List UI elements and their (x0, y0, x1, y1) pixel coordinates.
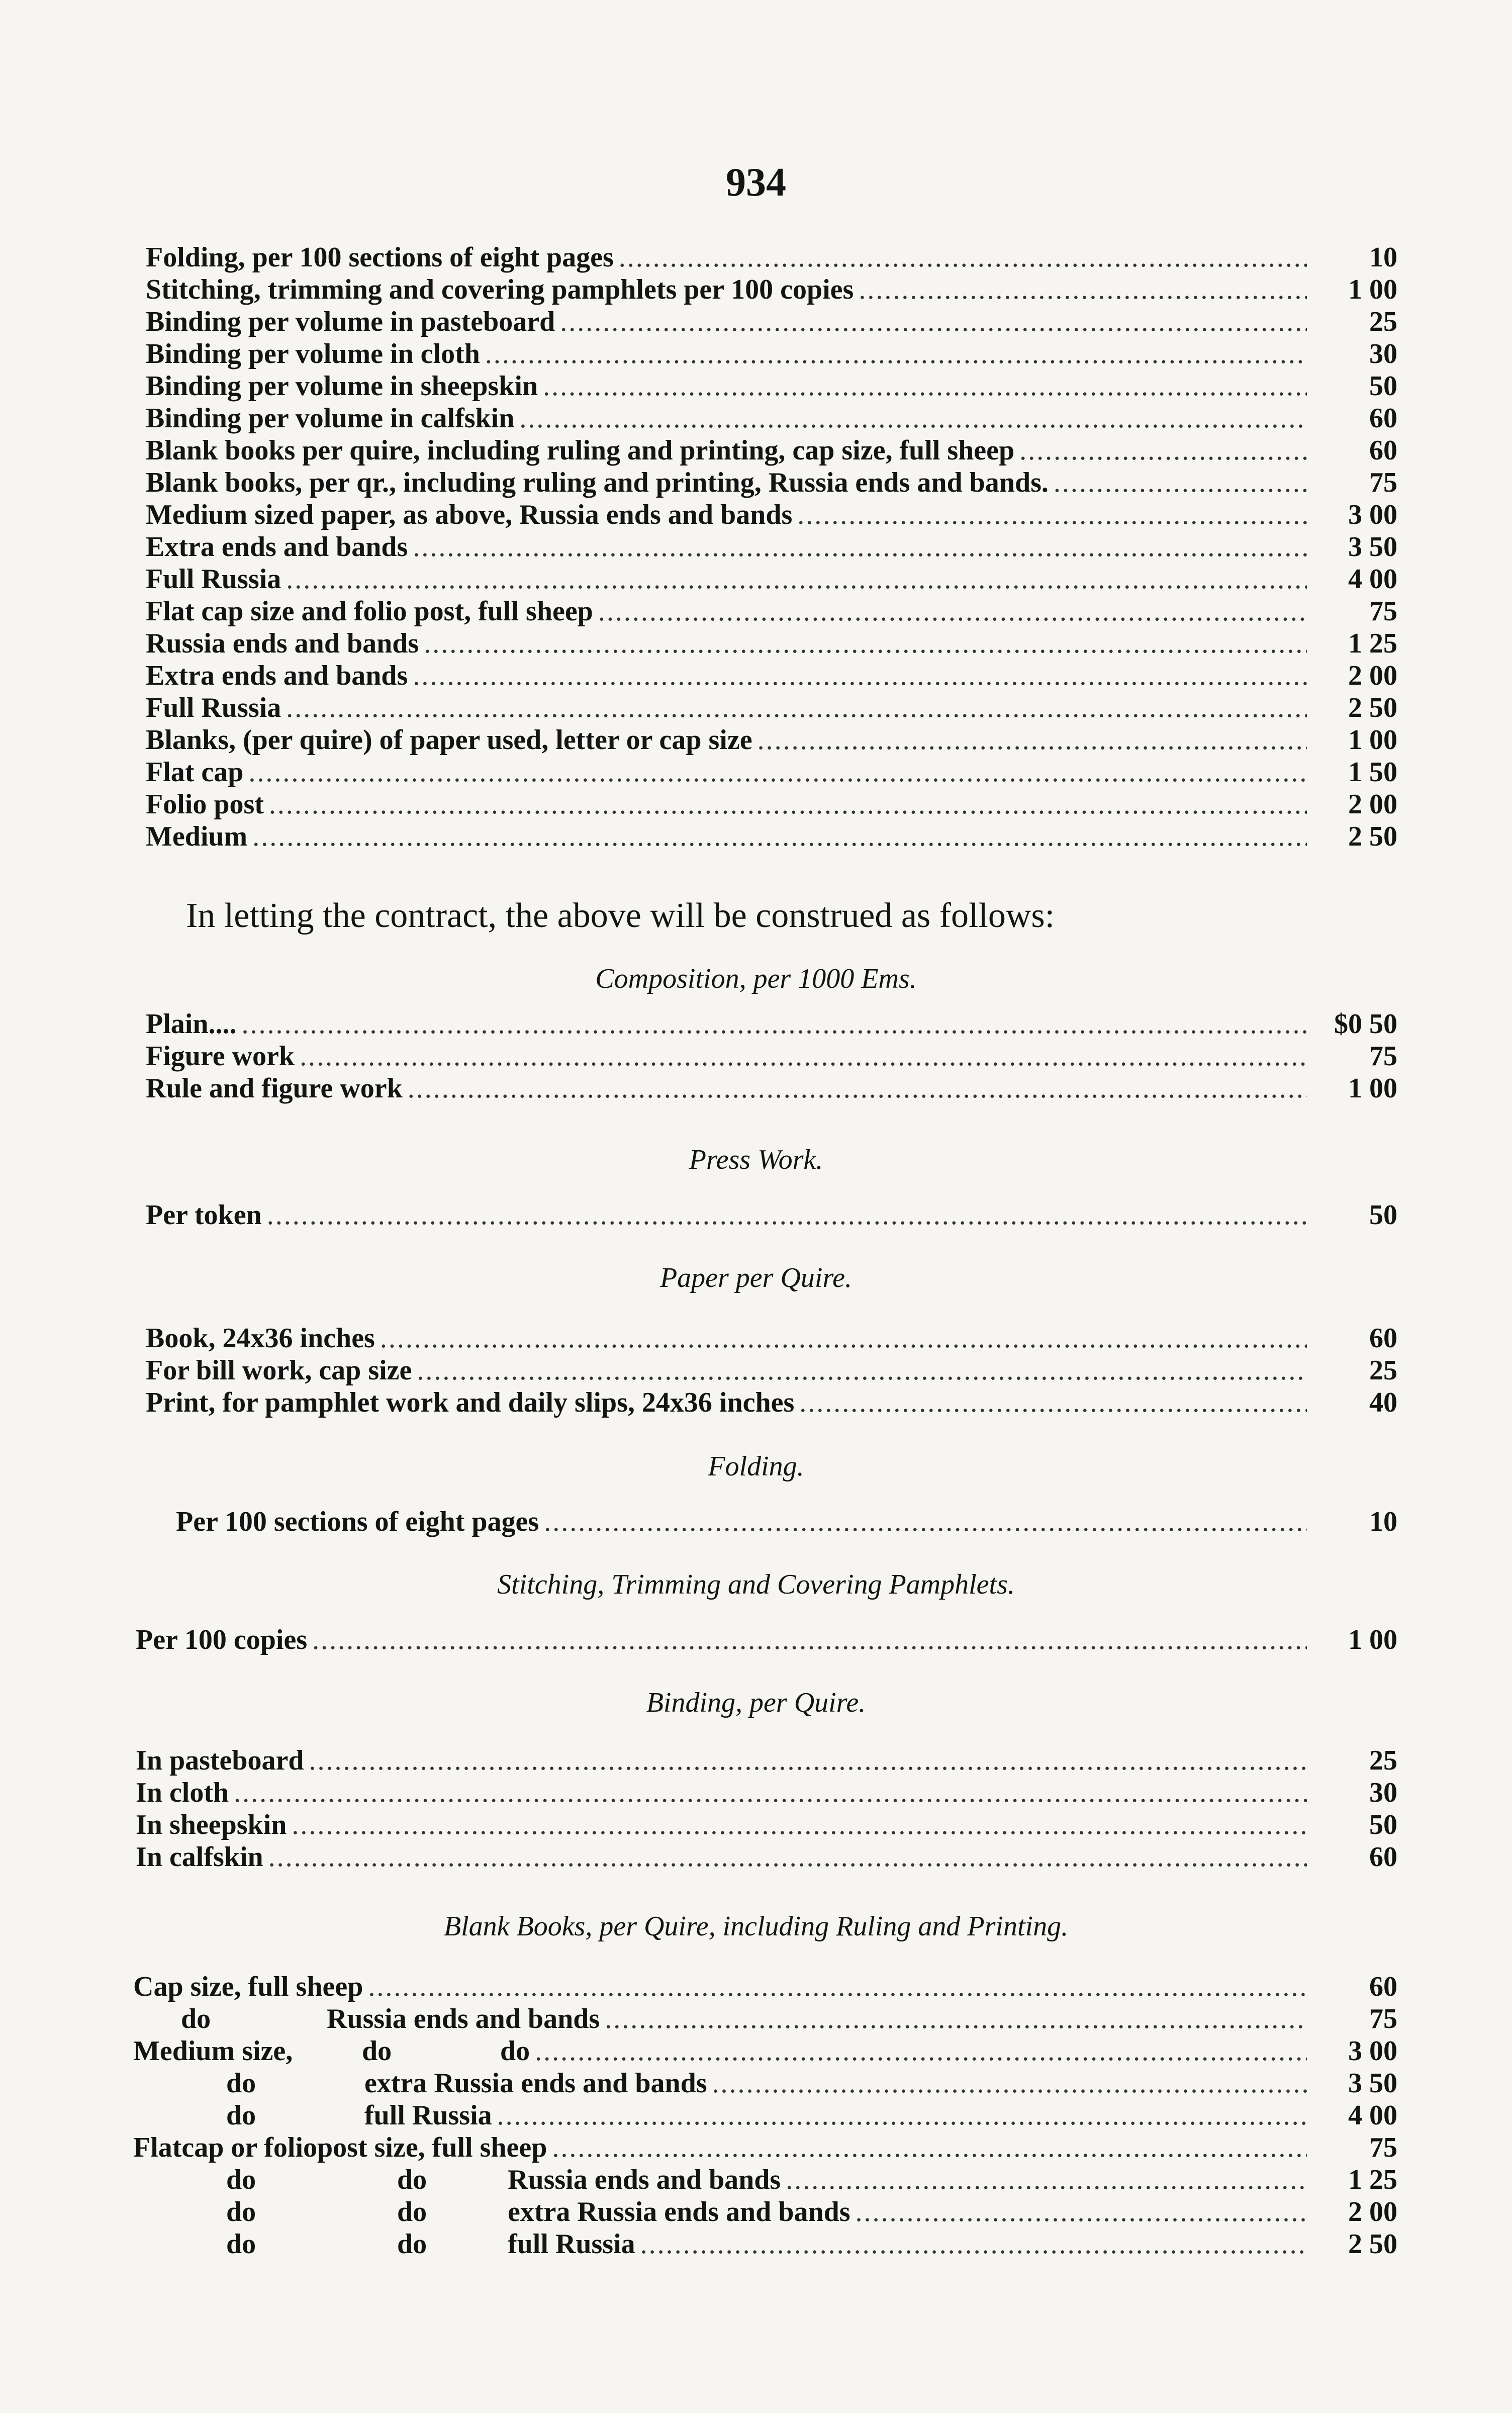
price-row (146, 724, 1397, 756)
price-row (136, 1744, 1397, 1777)
item-label: Blanks, (per quire) of paper used, letter or cap size (146, 724, 752, 756)
item-label: In cloth (136, 1777, 229, 1808)
leader-dots (856, 2196, 1307, 2228)
leader-dots (712, 2067, 1307, 2099)
price-row (146, 692, 1397, 724)
press-work-list (146, 1199, 1397, 1231)
price-row (133, 2035, 1397, 2067)
price-row (133, 2196, 1397, 2228)
leader-dots (248, 756, 1307, 788)
price-row (136, 1624, 1397, 1656)
leader-dots (286, 692, 1307, 724)
leader-dots (234, 1777, 1307, 1809)
item-label: In calfskin (136, 1841, 263, 1873)
item-label (133, 1971, 363, 2003)
leader-dots (252, 820, 1307, 853)
price-row (133, 2131, 1397, 2164)
item-label: Figure work (146, 1041, 295, 1072)
price-row (146, 241, 1397, 273)
item-label: Blank books per quire, including ruling and printing, cap size, full sheep (146, 435, 1015, 466)
item-price: 60 (1369, 1323, 1397, 1354)
col-1: do (181, 2003, 211, 2034)
col-1: Cap size, full sheep (133, 1971, 363, 2002)
item-price: 2 50 (1348, 2229, 1397, 2260)
item-label: Folio post (146, 789, 264, 820)
section-title-blank-books: Blank Books, per Quire, including Ruling and Printing. (443, 1911, 1069, 1942)
item-label: Extra ends and bands (146, 660, 408, 691)
leader-dots (758, 724, 1307, 756)
item-price: 4 00 (1348, 564, 1397, 595)
price-row (133, 2067, 1397, 2099)
col-1: Medium size, (133, 2035, 293, 2067)
item-label: Rule and figure work (146, 1073, 403, 1104)
col-1: do (226, 2100, 256, 2131)
price-row (146, 531, 1397, 563)
item-label: Russia ends and bands (146, 628, 419, 659)
leader-dots (241, 1008, 1307, 1040)
item-price: $0 50 (1334, 1008, 1397, 1040)
item-label: Medium sized paper, as above, Russia ends and bands (146, 499, 793, 530)
item-label: Flat cap size and folio post, full sheep (146, 596, 593, 627)
leader-dots (543, 370, 1307, 402)
leader-dots (413, 531, 1307, 563)
item-label: Per token (146, 1199, 262, 1231)
item-price: 40 (1369, 1387, 1397, 1418)
leader-dots (309, 1744, 1307, 1777)
leader-dots (544, 1506, 1307, 1538)
leader-dots (408, 1072, 1307, 1104)
leader-dots (799, 1386, 1307, 1419)
leader-dots (797, 499, 1307, 531)
item-label (133, 2131, 547, 2164)
col-3: full Russia (508, 2229, 635, 2260)
item-label: Per 100 copies (136, 1624, 308, 1655)
folding-list (176, 1506, 1397, 1538)
price-row (133, 2228, 1397, 2260)
col-2: do (362, 2035, 392, 2067)
price-row (146, 434, 1397, 467)
col-1: do (226, 2068, 256, 2099)
item-label (133, 2228, 635, 2260)
price-row (136, 1809, 1397, 1841)
price-row (133, 2003, 1397, 2035)
price-row (136, 1777, 1397, 1809)
item-label: Extra ends and bands (146, 531, 408, 563)
item-label: Binding per volume in calfskin (146, 403, 515, 434)
section-title-composition: Composition, per 1000 Ems. (595, 963, 917, 994)
item-label: Medium (146, 821, 248, 852)
item-price: 2 50 (1348, 692, 1397, 723)
item-price: 1 25 (1348, 628, 1397, 659)
item-label (133, 2035, 530, 2067)
item-label: Full Russia (146, 564, 281, 595)
page-number: 934 (726, 160, 786, 205)
price-row (146, 627, 1397, 660)
item-label: Binding per volume in cloth (146, 338, 480, 369)
price-row (176, 1506, 1397, 1538)
item-price: 75 (1369, 596, 1397, 627)
item-price: 2 00 (1348, 660, 1397, 691)
paper-list (146, 1322, 1397, 1419)
item-label: Blank books, per qr., including ruling and printing, Russia ends and bands. (146, 467, 1049, 498)
item-price: 75 (1369, 2003, 1397, 2034)
item-price: 1 00 (1348, 274, 1397, 305)
item-price: 75 (1369, 2132, 1397, 2163)
leader-dots (417, 1354, 1307, 1386)
price-row (146, 467, 1397, 499)
leader-dots (424, 627, 1307, 660)
col-3: Russia ends and bands (508, 2164, 781, 2195)
item-label (133, 2099, 492, 2131)
item-price: 60 (1369, 435, 1397, 466)
top-price-list (146, 241, 1397, 853)
item-price: 3 50 (1348, 2068, 1397, 2099)
leader-dots (368, 1971, 1307, 2003)
intro-sentence: In letting the contract, the above will be construed as follows: (186, 896, 1055, 935)
item-price: 60 (1369, 403, 1397, 434)
blank-books-list (133, 1971, 1397, 2260)
item-price: 1 00 (1348, 1073, 1397, 1104)
item-price: 3 50 (1348, 531, 1397, 563)
item-price: 10 (1369, 1506, 1397, 1537)
leader-dots (300, 1040, 1307, 1072)
leader-dots (619, 241, 1307, 273)
item-price: 25 (1369, 306, 1397, 337)
price-row (146, 338, 1397, 370)
item-price: 60 (1369, 1841, 1397, 1873)
item-label: Per 100 sections of eight pages (176, 1506, 539, 1537)
item-price: 25 (1369, 1745, 1397, 1776)
leader-dots (485, 338, 1307, 370)
price-row (146, 660, 1397, 692)
col-2: extra Russia ends and bands (364, 2068, 707, 2099)
item-label (133, 2196, 850, 2228)
leader-dots (286, 563, 1307, 595)
leader-dots (269, 788, 1307, 820)
item-label: For bill work, cap size (146, 1355, 412, 1386)
item-price: 75 (1369, 1041, 1397, 1072)
price-row (136, 1841, 1397, 1873)
price-row (146, 1040, 1397, 1072)
item-price: 1 25 (1348, 2164, 1397, 2195)
item-price: 2 50 (1348, 821, 1397, 852)
item-price: 1 50 (1348, 757, 1397, 788)
col-2: Russia ends and bands (327, 2003, 600, 2034)
item-label: Flat cap (146, 757, 244, 788)
leader-dots (312, 1624, 1307, 1656)
composition-list (146, 1008, 1397, 1104)
leader-dots (292, 1809, 1307, 1841)
price-row (146, 1072, 1397, 1104)
leader-dots (1019, 434, 1307, 467)
leader-dots (535, 2035, 1307, 2067)
item-label (133, 2003, 600, 2035)
leader-dots (605, 2003, 1307, 2035)
price-row (146, 1386, 1397, 1419)
item-label: In pasteboard (136, 1745, 304, 1776)
item-price: 1 00 (1348, 1624, 1397, 1655)
col-3: extra Russia ends and bands (508, 2196, 850, 2228)
price-row (146, 756, 1397, 788)
item-label: Binding per volume in sheepskin (146, 370, 538, 402)
price-row (146, 820, 1397, 853)
section-title-paper: Paper per Quire. (659, 1262, 853, 1293)
stitching-list (136, 1624, 1397, 1656)
binding-list (136, 1744, 1397, 1873)
leader-dots (413, 660, 1307, 692)
section-title-press-work: Press Work. (689, 1144, 823, 1175)
leader-dots (598, 595, 1307, 627)
leader-dots (497, 2099, 1307, 2131)
item-label: Plain.... (146, 1008, 237, 1040)
leader-dots (380, 1322, 1307, 1354)
price-row (146, 402, 1397, 434)
price-row (146, 370, 1397, 402)
item-label: Print, for pamphlet work and daily slips, 24x36 inches (146, 1387, 795, 1418)
item-price: 50 (1369, 370, 1397, 402)
col-2: full Russia (364, 2100, 492, 2131)
leader-dots (1054, 467, 1307, 499)
section-title-binding: Binding, per Quire. (646, 1687, 866, 1718)
price-row (146, 1354, 1397, 1386)
item-price: 3 00 (1348, 499, 1397, 530)
item-price: 30 (1369, 1777, 1397, 1808)
price-row (146, 306, 1397, 338)
item-price: 10 (1369, 242, 1397, 273)
col-1: do (226, 2229, 256, 2260)
price-row (146, 563, 1397, 595)
price-row (146, 1008, 1397, 1040)
item-price: 2 00 (1348, 789, 1397, 820)
item-label: In sheepskin (136, 1809, 287, 1840)
item-label: Folding, per 100 sections of eight pages (146, 242, 614, 273)
item-price: 3 00 (1348, 2035, 1397, 2067)
section-title-stitching: Stitching, Trimming and Covering Pamphlets. (497, 1569, 1015, 1600)
col-2: do (397, 2229, 427, 2260)
price-row (146, 595, 1397, 627)
leader-dots (640, 2228, 1307, 2260)
item-price: 25 (1369, 1355, 1397, 1386)
leader-dots (859, 273, 1307, 306)
item-price: 60 (1369, 1971, 1397, 2002)
col-2: do (397, 2196, 427, 2228)
item-label: Binding per volume in pasteboard (146, 306, 555, 337)
item-label: Stitching, trimming and covering pamphlets per 100 copies (146, 274, 854, 305)
item-price: 30 (1369, 338, 1397, 369)
col-1: do (226, 2164, 256, 2195)
price-row (133, 2164, 1397, 2196)
leader-dots (267, 1199, 1307, 1231)
price-row (146, 1322, 1397, 1354)
leader-dots (552, 2131, 1307, 2164)
price-row (133, 1971, 1397, 2003)
item-label: Book, 24x36 inches (146, 1323, 375, 1354)
leader-dots (560, 306, 1307, 338)
section-title-folding: Folding. (708, 1451, 804, 1482)
price-row (146, 788, 1397, 820)
col-2: do (397, 2164, 427, 2195)
item-price: 75 (1369, 467, 1397, 498)
leader-dots (268, 1841, 1307, 1873)
item-price: 2 00 (1348, 2196, 1397, 2228)
price-row (146, 1199, 1397, 1231)
item-label: Full Russia (146, 692, 281, 723)
price-row (146, 273, 1397, 306)
price-row (146, 499, 1397, 531)
col-1: do (226, 2196, 256, 2228)
col-1: Flatcap or foliopost size, full sheep (133, 2132, 547, 2163)
price-row (133, 2099, 1397, 2131)
item-price: 50 (1369, 1199, 1397, 1231)
col-3: do (500, 2035, 530, 2067)
leader-dots (519, 402, 1307, 434)
item-label (133, 2067, 707, 2099)
item-price: 50 (1369, 1809, 1397, 1840)
item-label (133, 2164, 781, 2196)
item-price: 4 00 (1348, 2100, 1397, 2131)
leader-dots (786, 2164, 1307, 2196)
item-price: 1 00 (1348, 724, 1397, 756)
